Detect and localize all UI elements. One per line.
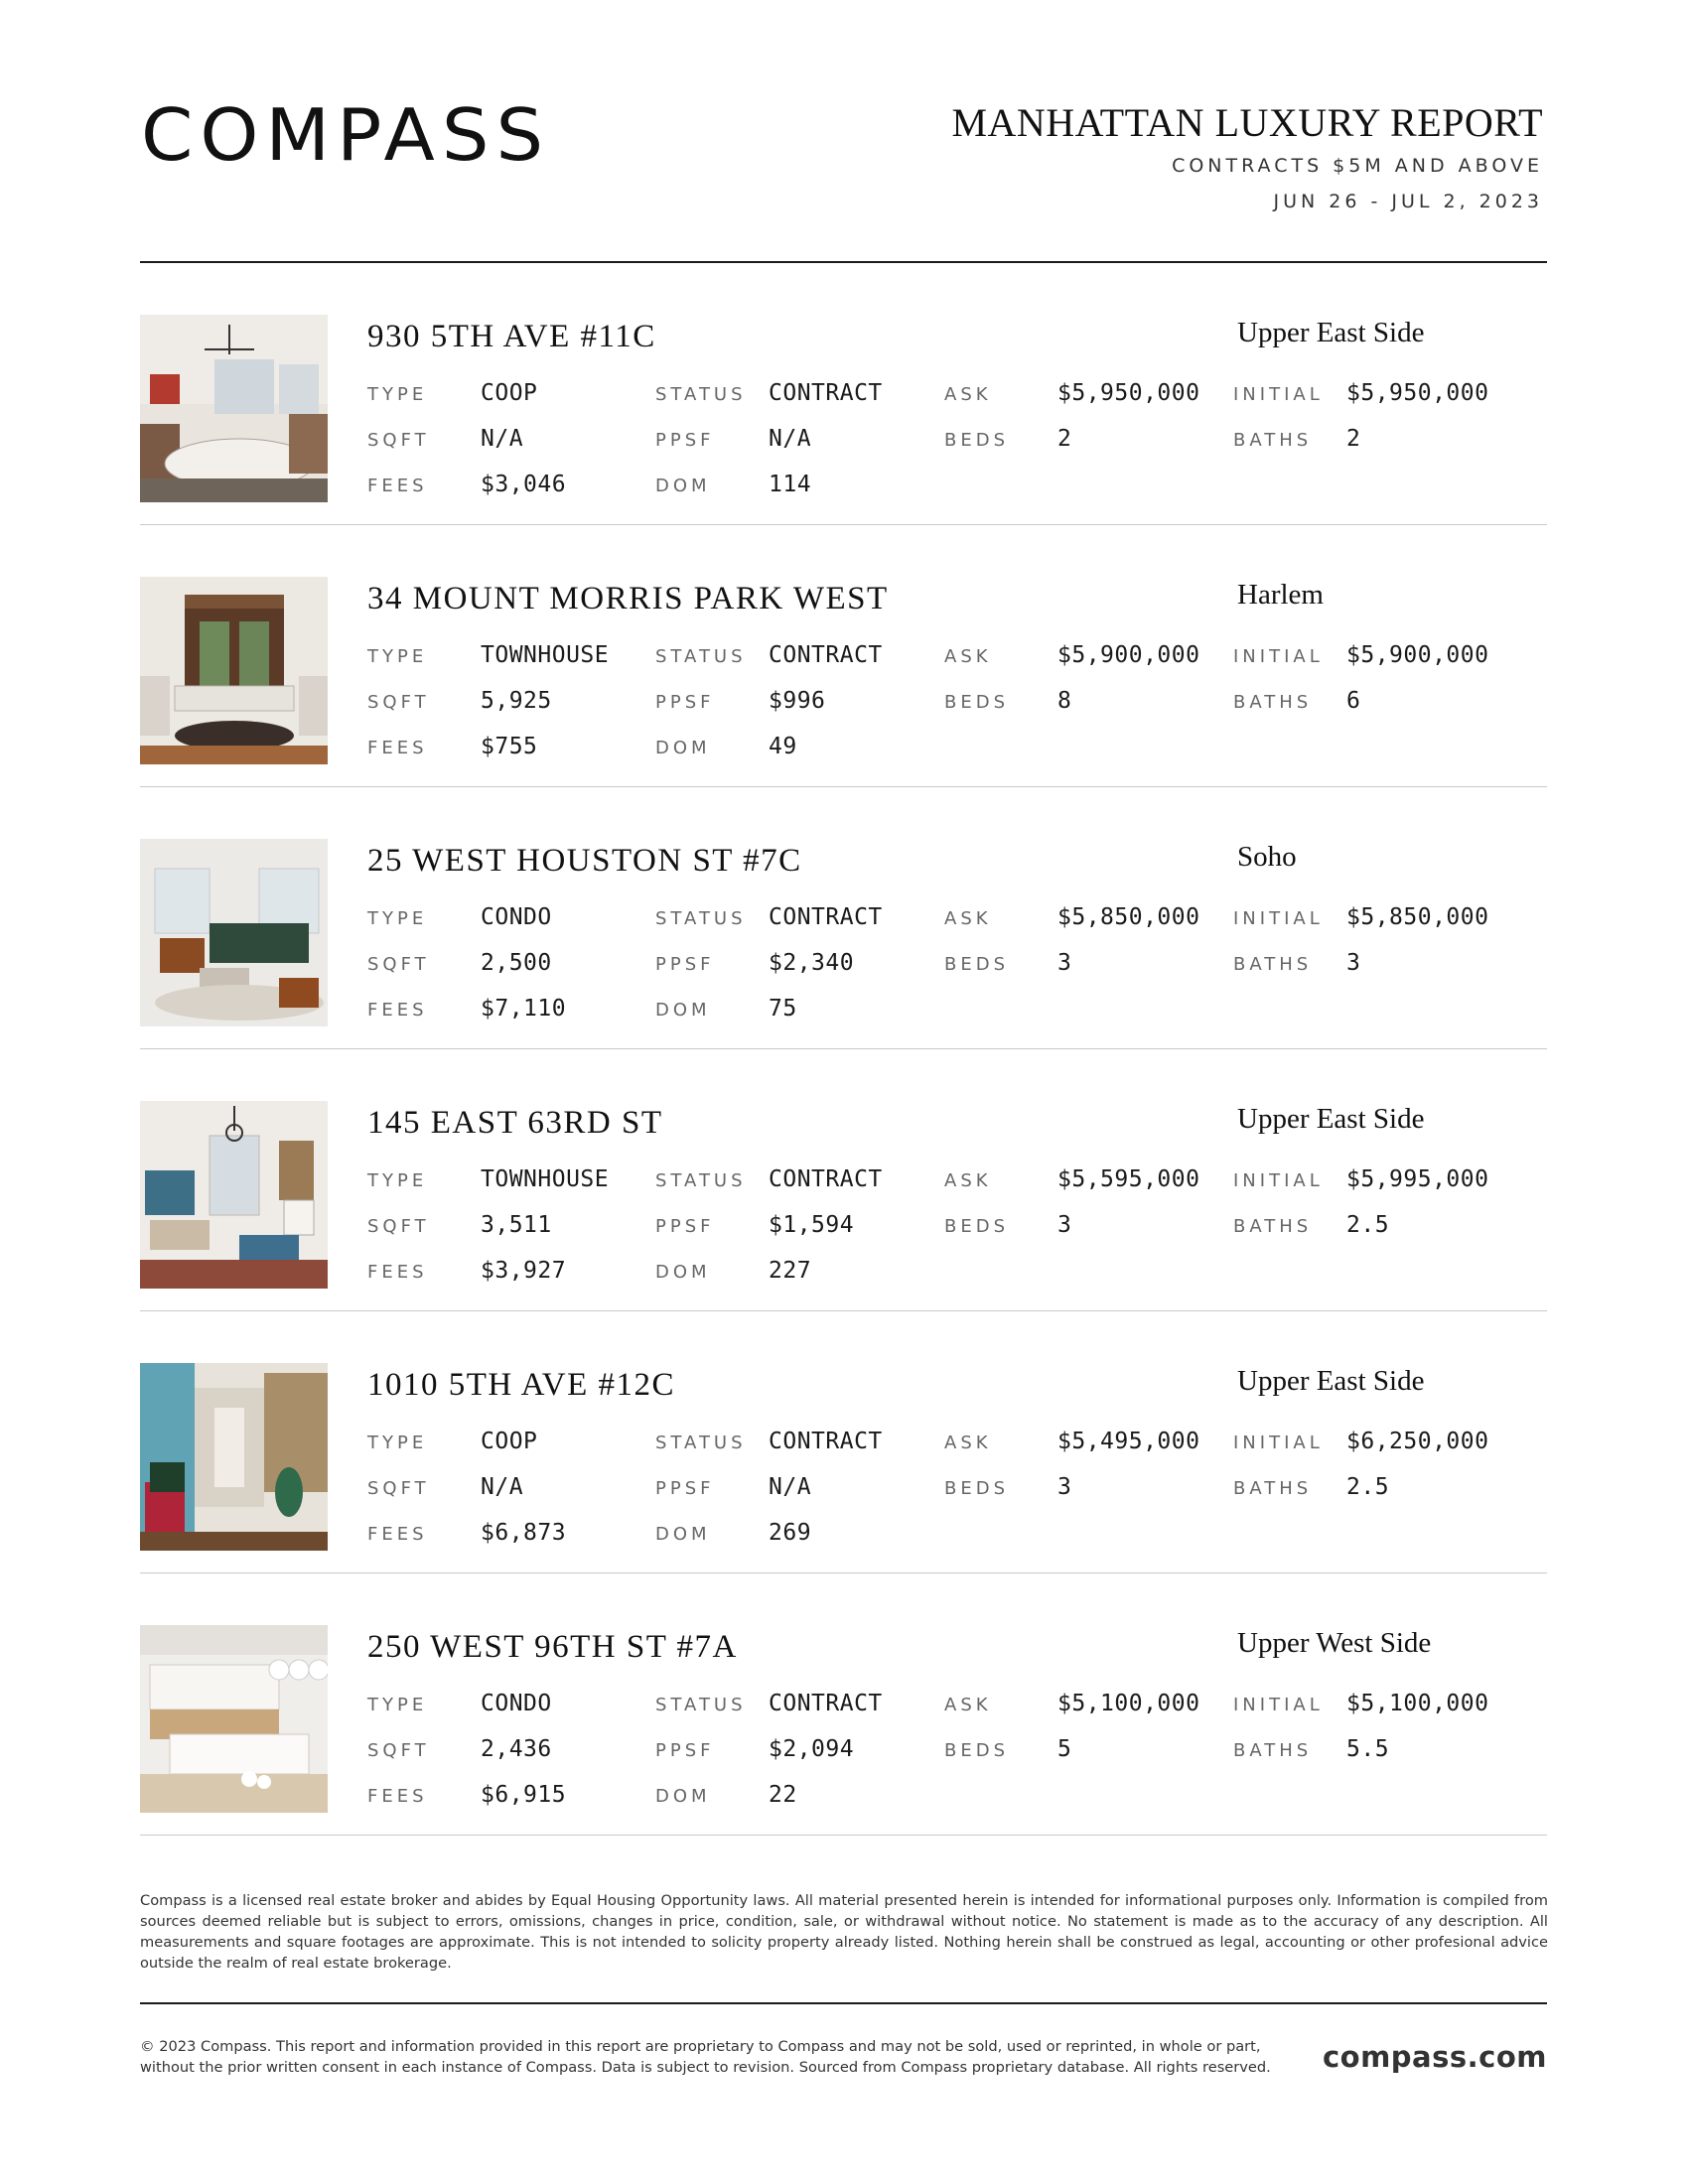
value-sqft: 5,925 xyxy=(481,688,552,714)
report-subtitle: CONTRACTS $5M AND ABOVE xyxy=(1172,155,1543,177)
value-ppsf: $2,340 xyxy=(769,950,855,976)
value-dom: 75 xyxy=(769,996,797,1022)
listing-address: 250 WEST 96TH ST #7A xyxy=(367,1629,738,1665)
listing-neighborhood: Upper East Side xyxy=(1237,1103,1425,1135)
value-beds: 3 xyxy=(1057,1212,1072,1238)
listing-photo xyxy=(140,315,328,502)
value-baths: 3 xyxy=(1346,950,1361,976)
label-status: STATUS xyxy=(655,1695,747,1715)
label-beds: BEDS xyxy=(944,954,1010,975)
value-ask: $5,850,000 xyxy=(1057,904,1200,930)
value-initial: $5,995,000 xyxy=(1346,1166,1489,1192)
listing-row xyxy=(140,787,1547,1049)
label-initial: INITIAL xyxy=(1233,1170,1324,1191)
label-dom: DOM xyxy=(655,738,711,758)
value-baths: 2 xyxy=(1346,426,1361,452)
label-dom: DOM xyxy=(655,1524,711,1545)
value-dom: 227 xyxy=(769,1258,812,1284)
value-fees: $6,915 xyxy=(481,1782,567,1808)
value-baths: 6 xyxy=(1346,688,1361,714)
gallery-foyer-photo-icon xyxy=(140,1363,328,1551)
label-ppsf: PPSF xyxy=(655,1216,715,1237)
value-sqft: 3,511 xyxy=(481,1212,552,1238)
disclaimer-text: Compass is a licensed real estate broker and abides by Equal Housing Opportunity laws. All material presented herein is intended for informational purposes only. Information is compiled from sources deemed reliable but is subject to errors, omissions, changes in price, condition, sale, or withdrawal without notice. No statement is made as to the accuracy of any description. All measurements and square footages are approximate. This is not intended to solicity property already listed. Nothing herein shall be construed as legal, accounting or other profesional advice outside the realm of real estate brokerage. xyxy=(140,1892,1548,1972)
label-status: STATUS xyxy=(655,908,747,929)
label-sqft: SQFT xyxy=(367,954,430,975)
label-fees: FEES xyxy=(367,476,428,496)
label-baths: BATHS xyxy=(1233,954,1313,975)
value-ask: $5,950,000 xyxy=(1057,380,1200,406)
loft-living-room-photo-icon xyxy=(140,839,328,1026)
listings-list xyxy=(140,263,1547,1836)
label-baths: BATHS xyxy=(1233,1740,1313,1761)
label-type: TYPE xyxy=(367,646,428,667)
label-ask: ASK xyxy=(944,1695,992,1715)
label-status: STATUS xyxy=(655,1433,747,1453)
copyright-text: © 2023 Compass. This report and information provided in this report are proprietary to Compass and may not be sold, used or reprinted, in whole or part, without the prior written consent in each instance of Compass. Data is subject to revision. Sourced from Compass proprietary database. All rights reserved. xyxy=(140,2038,1271,2076)
value-status: CONTRACT xyxy=(769,1429,883,1454)
value-fees: $755 xyxy=(481,734,538,759)
value-status: CONTRACT xyxy=(769,1691,883,1716)
listing-photo xyxy=(140,839,328,1026)
label-ppsf: PPSF xyxy=(655,954,715,975)
label-beds: BEDS xyxy=(944,1216,1010,1237)
label-ask: ASK xyxy=(944,1433,992,1453)
value-beds: 5 xyxy=(1057,1736,1072,1762)
listing-row xyxy=(140,1049,1547,1311)
label-fees: FEES xyxy=(367,1524,428,1545)
listing-neighborhood: Harlem xyxy=(1237,579,1324,611)
logo-text: COMPASS xyxy=(141,92,551,178)
label-dom: DOM xyxy=(655,1262,711,1283)
value-sqft: 2,436 xyxy=(481,1736,552,1762)
label-type: TYPE xyxy=(367,384,428,405)
listing-row xyxy=(140,525,1547,787)
townhouse-salon-photo-icon xyxy=(140,1101,328,1289)
label-ask: ASK xyxy=(944,384,992,405)
label-baths: BATHS xyxy=(1233,1478,1313,1499)
value-initial: $5,950,000 xyxy=(1346,380,1489,406)
label-fees: FEES xyxy=(367,1262,428,1283)
value-sqft: 2,500 xyxy=(481,950,552,976)
value-ppsf: $1,594 xyxy=(769,1212,855,1238)
label-dom: DOM xyxy=(655,1786,711,1807)
value-ask: $5,595,000 xyxy=(1057,1166,1200,1192)
listing-photo xyxy=(140,1101,328,1289)
label-initial: INITIAL xyxy=(1233,646,1324,667)
value-initial: $5,850,000 xyxy=(1346,904,1489,930)
value-status: CONTRACT xyxy=(769,380,883,406)
listing-row xyxy=(140,263,1547,525)
label-type: TYPE xyxy=(367,1433,428,1453)
report-title: MANHATTAN LUXURY REPORT xyxy=(951,100,1543,145)
label-beds: BEDS xyxy=(944,692,1010,713)
value-beds: 3 xyxy=(1057,1474,1072,1500)
listing-neighborhood: Soho xyxy=(1237,841,1297,873)
label-baths: BATHS xyxy=(1233,430,1313,451)
value-sqft: N/A xyxy=(481,1474,524,1500)
value-baths: 5.5 xyxy=(1346,1736,1390,1762)
listing-photo xyxy=(140,1363,328,1551)
value-ask: $5,100,000 xyxy=(1057,1691,1200,1716)
label-sqft: SQFT xyxy=(367,430,430,451)
label-type: TYPE xyxy=(367,1170,428,1191)
label-sqft: SQFT xyxy=(367,1216,430,1237)
label-baths: BATHS xyxy=(1233,1216,1313,1237)
value-fees: $6,873 xyxy=(481,1520,567,1546)
listing-address: 34 MOUNT MORRIS PARK WEST xyxy=(367,581,889,616)
label-status: STATUS xyxy=(655,1170,747,1191)
label-dom: DOM xyxy=(655,1000,711,1021)
label-baths: BATHS xyxy=(1233,692,1313,713)
label-ppsf: PPSF xyxy=(655,692,715,713)
value-ppsf: N/A xyxy=(769,426,812,452)
compass-logo xyxy=(141,92,578,178)
listing-address: 145 EAST 63RD ST xyxy=(367,1105,663,1141)
townhouse-parlor-photo-icon xyxy=(140,577,328,764)
label-type: TYPE xyxy=(367,908,428,929)
value-beds: 3 xyxy=(1057,950,1072,976)
listing-neighborhood: Upper East Side xyxy=(1237,1365,1425,1397)
listing-neighborhood: Upper East Side xyxy=(1237,317,1425,348)
value-baths: 2.5 xyxy=(1346,1474,1390,1500)
value-beds: 2 xyxy=(1057,426,1072,452)
label-ppsf: PPSF xyxy=(655,430,715,451)
value-type: TOWNHOUSE xyxy=(481,642,610,668)
value-initial: $5,100,000 xyxy=(1346,1691,1489,1716)
value-baths: 2.5 xyxy=(1346,1212,1390,1238)
kitchen-photo-icon xyxy=(140,1625,328,1813)
label-initial: INITIAL xyxy=(1233,1695,1324,1715)
value-dom: 22 xyxy=(769,1782,797,1808)
label-status: STATUS xyxy=(655,646,747,667)
value-fees: $7,110 xyxy=(481,996,567,1022)
label-type: TYPE xyxy=(367,1695,428,1715)
label-ppsf: PPSF xyxy=(655,1740,715,1761)
listing-photo xyxy=(140,577,328,764)
label-dom: DOM xyxy=(655,476,711,496)
label-sqft: SQFT xyxy=(367,1478,430,1499)
listing-address: 25 WEST HOUSTON ST #7C xyxy=(367,843,802,879)
listing-photo xyxy=(140,1625,328,1813)
living-room-photo-icon xyxy=(140,315,328,502)
value-dom: 269 xyxy=(769,1520,812,1546)
value-fees: $3,927 xyxy=(481,1258,567,1284)
value-sqft: N/A xyxy=(481,426,524,452)
value-ppsf: $996 xyxy=(769,688,826,714)
label-initial: INITIAL xyxy=(1233,1433,1324,1453)
listing-row xyxy=(140,1573,1547,1836)
label-status: STATUS xyxy=(655,384,747,405)
value-type: COOP xyxy=(481,380,538,406)
value-status: CONTRACT xyxy=(769,642,883,668)
value-ask: $5,495,000 xyxy=(1057,1429,1200,1454)
label-ask: ASK xyxy=(944,1170,992,1191)
label-beds: BEDS xyxy=(944,1740,1010,1761)
value-initial: $5,900,000 xyxy=(1346,642,1489,668)
value-initial: $6,250,000 xyxy=(1346,1429,1489,1454)
website-link[interactable]: compass.com xyxy=(1322,2040,1547,2074)
value-type: CONDO xyxy=(481,904,552,930)
report-date-range: JUN 26 - JUL 2, 2023 xyxy=(1273,191,1543,212)
label-beds: BEDS xyxy=(944,430,1010,451)
footer-divider xyxy=(140,2002,1547,2004)
label-fees: FEES xyxy=(367,1786,428,1807)
label-fees: FEES xyxy=(367,738,428,758)
value-type: TOWNHOUSE xyxy=(481,1166,610,1192)
value-ask: $5,900,000 xyxy=(1057,642,1200,668)
label-fees: FEES xyxy=(367,1000,428,1021)
listing-address: 1010 5TH AVE #12C xyxy=(367,1367,675,1403)
value-ppsf: N/A xyxy=(769,1474,812,1500)
value-fees: $3,046 xyxy=(481,472,567,497)
listing-row xyxy=(140,1311,1547,1573)
label-initial: INITIAL xyxy=(1233,908,1324,929)
label-initial: INITIAL xyxy=(1233,384,1324,405)
value-ppsf: $2,094 xyxy=(769,1736,855,1762)
label-ppsf: PPSF xyxy=(655,1478,715,1499)
label-ask: ASK xyxy=(944,908,992,929)
label-sqft: SQFT xyxy=(367,1740,430,1761)
value-type: COOP xyxy=(481,1429,538,1454)
value-dom: 114 xyxy=(769,472,812,497)
label-sqft: SQFT xyxy=(367,692,430,713)
value-status: CONTRACT xyxy=(769,1166,883,1192)
listing-address: 930 5TH AVE #11C xyxy=(367,319,656,354)
value-beds: 8 xyxy=(1057,688,1072,714)
value-dom: 49 xyxy=(769,734,797,759)
listing-neighborhood: Upper West Side xyxy=(1237,1627,1432,1659)
label-ask: ASK xyxy=(944,646,992,667)
label-beds: BEDS xyxy=(944,1478,1010,1499)
value-type: CONDO xyxy=(481,1691,552,1716)
value-status: CONTRACT xyxy=(769,904,883,930)
